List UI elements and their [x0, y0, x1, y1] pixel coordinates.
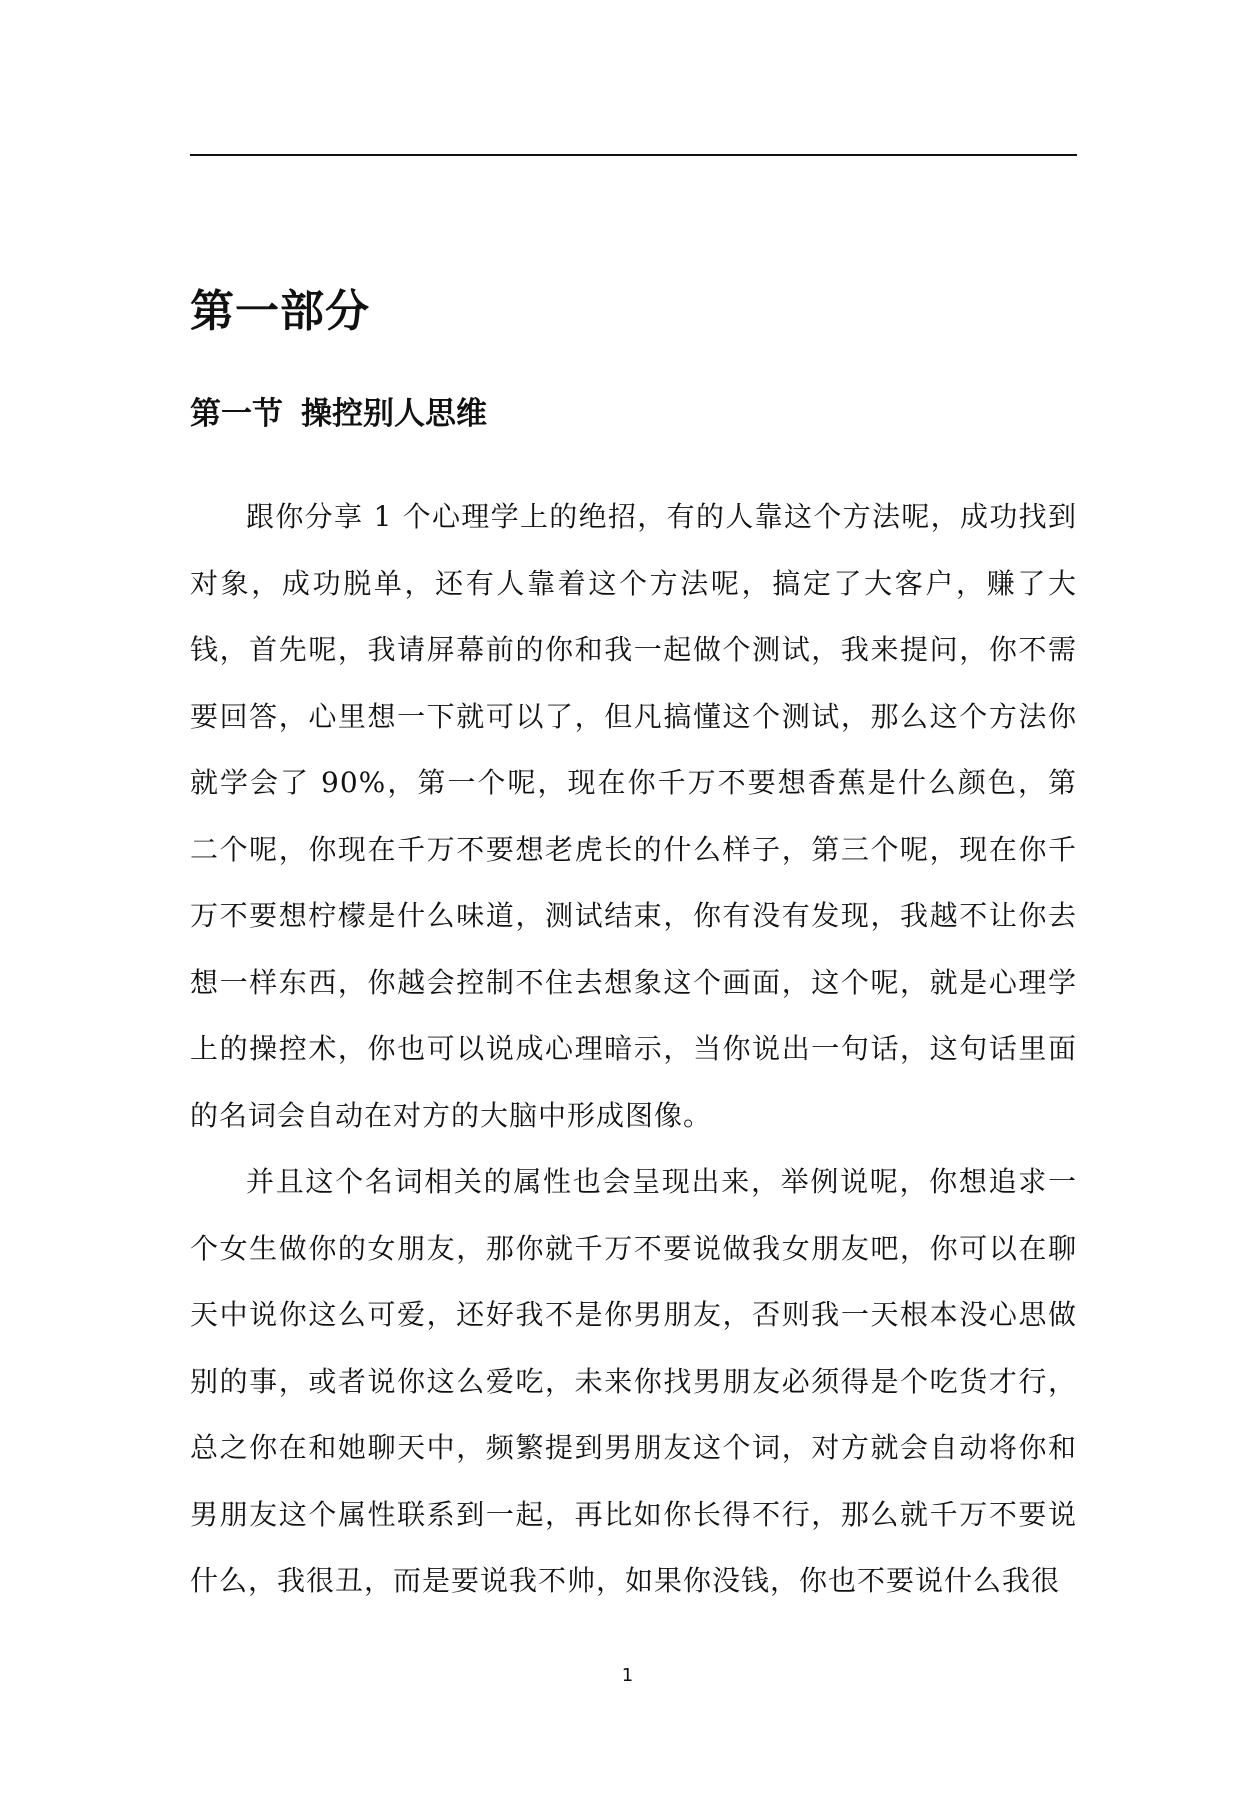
section-title: 操控别人思维 — [301, 396, 487, 432]
section-heading — [190, 392, 487, 436]
header-rule — [190, 154, 1077, 156]
body-text — [190, 484, 1077, 1615]
paragraph: 并且这个名词相关的属性也会呈现出来，举例说呢，你想追求一个女生做你的女朋友，那你就千万不要说做我女朋友吧，你可以在聊天中说你这么可爱，还好我不是你男朋友，否则我一天根本没心思做别的事，或者说你这么爱吃，未来你找男朋友必须得是个吃货才行，总之你在和她聊天中，频繁提到男朋友这个词，对方就会自动将你和男朋友这个属性联系到一起，再比如你长得不行，那么就千万不要说什么，我很丑，而是要说我不帅，如果你没钱，你也不要说什么我很 — [190, 1165, 1077, 1597]
paragraph: 跟你分享 1 个心理学上的绝招，有的人靠这个方法呢，成功找到对象，成功脱单，还有人靠着这个方法呢，搞定了大客户，赚了大钱，首先呢，我请屏幕前的你和我一起做个测试，我来提问，你不需要回答，心里想一下就可以了，但凡搞懂这个测试，那么这个方法你就学会了 90%，第一个呢，现在你千万不要想香蕉是什么颜色，第二个呢，你现在千万不要想老虎长的什么样子，第三个呢，现在你千万不要想柠檬是什么味道，测试结束，你有没有发现，我越不让你去想一样东西，你越会控制不住去想象这个画面，这个呢，就是心理学上的操控术，你也可以说成心理暗示，当你说出一句话，这句话里面的名词会自动在对方的大脑中形成图像。 — [190, 500, 1077, 1132]
section-number: 第一节 — [190, 396, 283, 432]
part-title: 第一部分 — [190, 286, 370, 337]
page-number: 1 — [621, 1665, 634, 1686]
